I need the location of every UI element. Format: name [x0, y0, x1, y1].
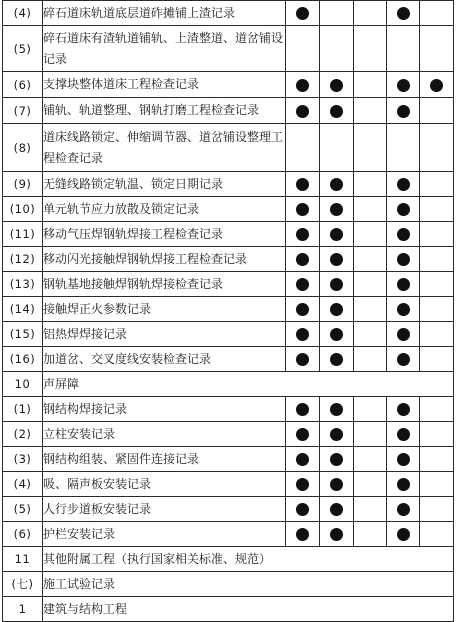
filled-circle-icon: [397, 503, 410, 516]
record-name: 钢结构组装、紧固件连接记录: [43, 447, 286, 472]
mark-cell: [354, 222, 387, 247]
filled-circle-icon: [296, 353, 309, 366]
mark-cell: [420, 422, 454, 447]
table-row: [3, 98, 454, 124]
record-name: 立柱安装记录: [43, 422, 286, 447]
mark-cell: [420, 124, 454, 172]
mark-cell: [420, 447, 454, 472]
mark-cell: [320, 447, 354, 472]
filled-circle-icon: [330, 528, 343, 541]
record-name: 移动闪光接触焊钢轨焊接工程检查记录: [43, 247, 286, 272]
mark-cell: [354, 297, 387, 322]
table-row: [3, 497, 454, 522]
filled-circle-icon: [397, 203, 410, 216]
mark-cell: [387, 472, 420, 497]
mark-cell: [420, 197, 454, 222]
mark-cell: [286, 397, 320, 422]
filled-circle-icon: [397, 303, 410, 316]
mark-cell: [320, 26, 354, 72]
filled-circle-icon: [330, 503, 343, 516]
mark-cell: [354, 98, 387, 124]
mark-cell: [387, 172, 420, 197]
filled-circle-icon: [330, 303, 343, 316]
mark-cell: [387, 26, 420, 72]
table-row: [3, 597, 454, 622]
mark-cell: [286, 124, 320, 172]
filled-circle-icon: [296, 253, 309, 266]
mark-cell: [387, 447, 420, 472]
mark-cell: [286, 522, 320, 547]
mark-cell: [387, 522, 420, 547]
mark-cell: [387, 124, 420, 172]
mark-cell: [420, 297, 454, 322]
filled-circle-icon: [330, 453, 343, 466]
filled-circle-icon: [296, 303, 309, 316]
mark-cell: [387, 322, 420, 347]
filled-circle-icon: [397, 253, 410, 266]
records-table: [2, 0, 454, 622]
filled-circle-icon: [430, 79, 443, 92]
table-row: [3, 72, 454, 98]
mark-cell: [420, 247, 454, 272]
mark-cell: [286, 447, 320, 472]
record-name: 铝热焊焊接记录: [43, 322, 286, 347]
mark-cell: [320, 472, 354, 497]
filled-circle-icon: [397, 105, 410, 118]
mark-cell: [286, 222, 320, 247]
filled-circle-icon: [296, 278, 309, 291]
filled-circle-icon: [397, 328, 410, 341]
record-name: 碎石道床有渣轨道铺轨、上渣整道、道岔铺设记录: [43, 26, 286, 72]
mark-cell: [286, 1, 320, 26]
row-number: (5): [3, 26, 43, 72]
table-row: [3, 322, 454, 347]
filled-circle-icon: [296, 328, 309, 341]
row-number: (6): [3, 72, 43, 98]
row-number: (2): [3, 422, 43, 447]
filled-circle-icon: [296, 203, 309, 216]
mark-cell: [286, 172, 320, 197]
mark-cell: [286, 272, 320, 297]
table-row: [3, 547, 454, 572]
mark-cell: [320, 1, 354, 26]
filled-circle-icon: [296, 478, 309, 491]
mark-cell: [286, 26, 320, 72]
record-name: 单元轨节应力放散及锁定记录: [43, 197, 286, 222]
mark-cell: [320, 272, 354, 297]
table-row: [3, 222, 454, 247]
mark-cell: [354, 497, 387, 522]
mark-cell: [420, 172, 454, 197]
table-row: [3, 247, 454, 272]
table-row: [3, 197, 454, 222]
mark-cell: [354, 72, 387, 98]
section-title: 声屏障: [43, 372, 454, 397]
mark-cell: [286, 472, 320, 497]
mark-cell: [387, 98, 420, 124]
filled-circle-icon: [296, 178, 309, 191]
filled-circle-icon: [296, 79, 309, 92]
record-name: 钢轨基地接触焊钢轨焊接检查记录: [43, 272, 286, 297]
table-row: [3, 347, 454, 372]
mark-cell: [286, 197, 320, 222]
row-number: (11): [3, 222, 43, 247]
mark-cell: [320, 297, 354, 322]
mark-cell: [420, 347, 454, 372]
mark-cell: [320, 247, 354, 272]
mark-cell: [420, 98, 454, 124]
mark-cell: [320, 497, 354, 522]
table-row: [3, 26, 454, 72]
mark-cell: [387, 397, 420, 422]
mark-cell: [320, 98, 354, 124]
filled-circle-icon: [330, 478, 343, 491]
table-row: [3, 447, 454, 472]
filled-circle-icon: [330, 428, 343, 441]
filled-circle-icon: [397, 79, 410, 92]
row-number: (7): [3, 98, 43, 124]
mark-cell: [286, 347, 320, 372]
mark-cell: [420, 1, 454, 26]
table-row: [3, 422, 454, 447]
row-number: (4): [3, 1, 43, 26]
mark-cell: [286, 297, 320, 322]
mark-cell: [387, 72, 420, 98]
filled-circle-icon: [296, 453, 309, 466]
mark-cell: [420, 26, 454, 72]
row-number: (16): [3, 347, 43, 372]
mark-cell: [354, 322, 387, 347]
section-title: 建筑与结构工程: [43, 597, 454, 622]
mark-cell: [286, 98, 320, 124]
mark-cell: [387, 497, 420, 522]
filled-circle-icon: [330, 403, 343, 416]
mark-cell: [320, 522, 354, 547]
mark-cell: [387, 247, 420, 272]
mark-cell: [354, 397, 387, 422]
mark-cell: [354, 422, 387, 447]
table-row: [3, 1, 454, 26]
table-row: [3, 272, 454, 297]
record-name: 吸、隔声板安装记录: [43, 472, 286, 497]
record-name: 钢结构焊接记录: [43, 397, 286, 422]
filled-circle-icon: [296, 528, 309, 541]
table-row: [3, 472, 454, 497]
mark-cell: [320, 172, 354, 197]
mark-cell: [286, 322, 320, 347]
row-number: (七): [3, 572, 43, 597]
mark-cell: [286, 422, 320, 447]
filled-circle-icon: [330, 228, 343, 241]
row-number: (13): [3, 272, 43, 297]
mark-cell: [320, 197, 354, 222]
filled-circle-icon: [397, 178, 410, 191]
mark-cell: [387, 1, 420, 26]
filled-circle-icon: [296, 228, 309, 241]
row-number: (14): [3, 297, 43, 322]
record-name: 碎石道床轨道底层道砟摊铺上渣记录: [43, 1, 286, 26]
mark-cell: [420, 272, 454, 297]
table-row: [3, 172, 454, 197]
filled-circle-icon: [296, 105, 309, 118]
mark-cell: [286, 72, 320, 98]
filled-circle-icon: [397, 228, 410, 241]
mark-cell: [354, 124, 387, 172]
filled-circle-icon: [397, 453, 410, 466]
table-row: [3, 397, 454, 422]
record-name: 道床线路锁定、伸缩调节器、道岔铺设整理工程检查记录: [43, 124, 286, 172]
row-number: (4): [3, 472, 43, 497]
row-number: (9): [3, 172, 43, 197]
table-row: [3, 372, 454, 397]
filled-circle-icon: [330, 79, 343, 92]
filled-circle-icon: [397, 353, 410, 366]
row-number: (3): [3, 447, 43, 472]
mark-cell: [420, 522, 454, 547]
row-number: (5): [3, 497, 43, 522]
mark-cell: [320, 322, 354, 347]
table-row: [3, 297, 454, 322]
mark-cell: [354, 26, 387, 72]
row-number: 10: [3, 372, 43, 397]
filled-circle-icon: [397, 478, 410, 491]
mark-cell: [387, 297, 420, 322]
mark-cell: [320, 222, 354, 247]
filled-circle-icon: [397, 7, 410, 20]
mark-cell: [354, 197, 387, 222]
record-name: 人行步道板安装记录: [43, 497, 286, 522]
section-title: 施工试验记录: [43, 572, 454, 597]
table-row: [3, 572, 454, 597]
mark-cell: [320, 347, 354, 372]
filled-circle-icon: [330, 253, 343, 266]
row-number: (8): [3, 124, 43, 172]
mark-cell: [354, 347, 387, 372]
mark-cell: [286, 497, 320, 522]
mark-cell: [354, 447, 387, 472]
mark-cell: [354, 172, 387, 197]
mark-cell: [320, 397, 354, 422]
filled-circle-icon: [397, 528, 410, 541]
mark-cell: [354, 472, 387, 497]
record-name: 接触焊正火参数记录: [43, 297, 286, 322]
mark-cell: [387, 422, 420, 447]
record-name: 支撑块整体道床工程检查记录: [43, 72, 286, 98]
mark-cell: [420, 497, 454, 522]
record-name: 移动气压焊钢轨焊接工程检查记录: [43, 222, 286, 247]
mark-cell: [387, 197, 420, 222]
mark-cell: [320, 422, 354, 447]
record-name: 无缝线路锁定轨温、锁定日期记录: [43, 172, 286, 197]
filled-circle-icon: [330, 328, 343, 341]
mark-cell: [354, 522, 387, 547]
section-title: 其他附属工程（执行国家相关标准、规范）: [43, 547, 454, 572]
row-number: 1: [3, 597, 43, 622]
mark-cell: [387, 222, 420, 247]
filled-circle-icon: [330, 278, 343, 291]
record-name: 护栏安装记录: [43, 522, 286, 547]
row-number: 11: [3, 547, 43, 572]
mark-cell: [420, 322, 454, 347]
filled-circle-icon: [397, 278, 410, 291]
filled-circle-icon: [296, 7, 309, 20]
filled-circle-icon: [296, 428, 309, 441]
mark-cell: [387, 272, 420, 297]
mark-cell: [354, 247, 387, 272]
filled-circle-icon: [397, 428, 410, 441]
row-number: (15): [3, 322, 43, 347]
mark-cell: [354, 272, 387, 297]
table-row: [3, 522, 454, 547]
filled-circle-icon: [330, 105, 343, 118]
mark-cell: [320, 72, 354, 98]
table-row: [3, 124, 454, 172]
mark-cell: [420, 222, 454, 247]
filled-circle-icon: [397, 403, 410, 416]
mark-cell: [286, 247, 320, 272]
record-name: 加道岔、交叉度线安装检查记录: [43, 347, 286, 372]
mark-cell: [320, 124, 354, 172]
row-number: (6): [3, 522, 43, 547]
filled-circle-icon: [296, 403, 309, 416]
mark-cell: [420, 472, 454, 497]
row-number: (12): [3, 247, 43, 272]
mark-cell: [354, 1, 387, 26]
row-number: (1): [3, 397, 43, 422]
mark-cell: [387, 347, 420, 372]
mark-cell: [420, 397, 454, 422]
mark-cell: [420, 72, 454, 98]
filled-circle-icon: [330, 178, 343, 191]
filled-circle-icon: [330, 203, 343, 216]
row-number: (10): [3, 197, 43, 222]
record-name: 铺轨、轨道整理、钢轨打磨工程检查记录: [43, 98, 286, 124]
filled-circle-icon: [330, 353, 343, 366]
filled-circle-icon: [296, 503, 309, 516]
